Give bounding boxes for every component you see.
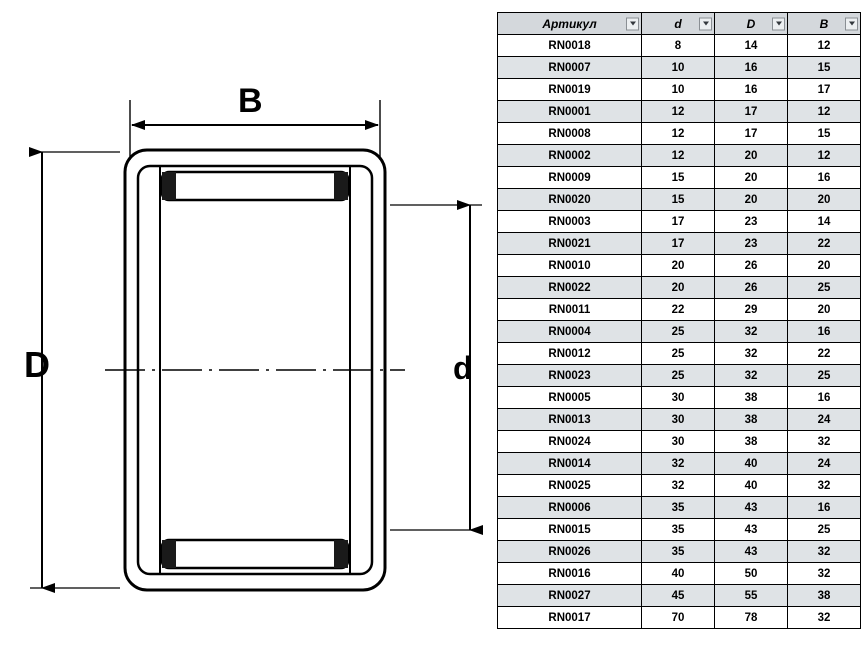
table-row[interactable] <box>498 211 861 233</box>
cell-D: 26 <box>715 255 788 277</box>
cell-D: 43 <box>715 519 788 541</box>
cell-D: 40 <box>715 475 788 497</box>
cell-d: 17 <box>642 211 715 233</box>
cell-B: 17 <box>788 79 861 101</box>
dimension-label-d: d <box>453 350 473 386</box>
cell-d: 12 <box>642 101 715 123</box>
cell-B: 32 <box>788 475 861 497</box>
cell-D: 43 <box>715 541 788 563</box>
cell-article: RN0004 <box>498 321 642 343</box>
table-row[interactable] <box>498 453 861 475</box>
cell-D: 29 <box>715 299 788 321</box>
cell-B: 20 <box>788 299 861 321</box>
cell-D: 78 <box>715 607 788 629</box>
cell-d: 35 <box>642 519 715 541</box>
dimension-label-B: B <box>238 82 263 120</box>
col-header-d[interactable] <box>642 13 715 35</box>
cell-B: 16 <box>788 387 861 409</box>
cell-B: 25 <box>788 365 861 387</box>
cell-article: RN0023 <box>498 365 642 387</box>
table-row[interactable] <box>498 519 861 541</box>
table-row[interactable] <box>498 343 861 365</box>
table-row[interactable] <box>498 79 861 101</box>
cell-article: RN0008 <box>498 123 642 145</box>
specification-table <box>497 12 861 629</box>
cell-article: RN0005 <box>498 387 642 409</box>
cell-article: RN0012 <box>498 343 642 365</box>
cell-B: 16 <box>788 497 861 519</box>
cell-D: 43 <box>715 497 788 519</box>
cell-D: 16 <box>715 79 788 101</box>
table-row[interactable] <box>498 607 861 629</box>
cell-d: 70 <box>642 607 715 629</box>
cell-D: 23 <box>715 233 788 255</box>
cell-article: RN0009 <box>498 167 642 189</box>
cell-article: RN0018 <box>498 35 642 57</box>
cell-B: 16 <box>788 167 861 189</box>
col-header-D-label: D <box>746 16 756 31</box>
cell-D: 20 <box>715 167 788 189</box>
cell-B: 24 <box>788 409 861 431</box>
cell-D: 16 <box>715 57 788 79</box>
cell-B: 15 <box>788 123 861 145</box>
cell-B: 22 <box>788 233 861 255</box>
cell-D: 26 <box>715 277 788 299</box>
cell-d: 25 <box>642 343 715 365</box>
cell-B: 32 <box>788 431 861 453</box>
cell-B: 38 <box>788 585 861 607</box>
cell-d: 12 <box>642 145 715 167</box>
col-header-article[interactable] <box>498 13 642 35</box>
table-row[interactable] <box>498 431 861 453</box>
cell-d: 22 <box>642 299 715 321</box>
cell-article: RN0022 <box>498 277 642 299</box>
cell-d: 32 <box>642 475 715 497</box>
cell-D: 32 <box>715 343 788 365</box>
cell-article: RN0007 <box>498 57 642 79</box>
cell-D: 32 <box>715 321 788 343</box>
table-row[interactable] <box>498 387 861 409</box>
filter-dropdown-icon-D[interactable] <box>772 17 785 30</box>
table-row[interactable] <box>498 233 861 255</box>
cell-B: 22 <box>788 343 861 365</box>
cell-D: 23 <box>715 211 788 233</box>
table-row[interactable] <box>498 585 861 607</box>
cell-B: 12 <box>788 35 861 57</box>
table-row[interactable] <box>498 123 861 145</box>
cell-B: 20 <box>788 255 861 277</box>
cell-D: 14 <box>715 35 788 57</box>
cell-d: 25 <box>642 321 715 343</box>
table-row[interactable] <box>498 167 861 189</box>
table-header-row <box>498 13 861 35</box>
bearing-roller-top <box>162 172 348 200</box>
cell-article: RN0024 <box>498 431 642 453</box>
cell-d: 20 <box>642 277 715 299</box>
filter-dropdown-icon-article[interactable] <box>626 17 639 30</box>
cell-d: 15 <box>642 189 715 211</box>
cell-article: RN0010 <box>498 255 642 277</box>
cell-B: 24 <box>788 453 861 475</box>
table-row[interactable] <box>498 409 861 431</box>
cell-article: RN0021 <box>498 233 642 255</box>
table-row[interactable] <box>498 365 861 387</box>
cell-d: 35 <box>642 541 715 563</box>
cell-B: 32 <box>788 563 861 585</box>
col-header-B[interactable] <box>788 13 861 35</box>
dimension-label-D: D <box>24 344 50 385</box>
col-header-D[interactable] <box>715 13 788 35</box>
cell-article: RN0001 <box>498 101 642 123</box>
cell-B: 25 <box>788 277 861 299</box>
cell-d: 10 <box>642 79 715 101</box>
cell-B: 12 <box>788 145 861 167</box>
filter-dropdown-icon-d[interactable] <box>699 17 712 30</box>
table-row[interactable] <box>498 497 861 519</box>
table-row[interactable] <box>498 255 861 277</box>
cell-article: RN0027 <box>498 585 642 607</box>
table-row[interactable] <box>498 101 861 123</box>
cell-D: 38 <box>715 387 788 409</box>
cell-D: 32 <box>715 365 788 387</box>
cell-article: RN0026 <box>498 541 642 563</box>
cell-d: 25 <box>642 365 715 387</box>
table-row[interactable] <box>498 321 861 343</box>
cell-article: RN0002 <box>498 145 642 167</box>
cell-d: 12 <box>642 123 715 145</box>
table-row[interactable] <box>498 145 861 167</box>
cell-B: 32 <box>788 607 861 629</box>
cell-d: 10 <box>642 57 715 79</box>
table-row[interactable] <box>498 541 861 563</box>
cell-B: 32 <box>788 541 861 563</box>
cell-article: RN0003 <box>498 211 642 233</box>
table-row[interactable] <box>498 35 861 57</box>
cell-d: 15 <box>642 167 715 189</box>
bearing-roller-bottom <box>162 540 348 568</box>
cell-D: 38 <box>715 431 788 453</box>
cell-d: 30 <box>642 431 715 453</box>
cell-D: 55 <box>715 585 788 607</box>
cell-D: 17 <box>715 101 788 123</box>
table-row[interactable] <box>498 563 861 585</box>
specification-table-wrap <box>497 12 856 629</box>
cell-B: 15 <box>788 57 861 79</box>
cell-D: 50 <box>715 563 788 585</box>
cell-d: 17 <box>642 233 715 255</box>
table-row[interactable] <box>498 189 861 211</box>
table-row[interactable] <box>498 475 861 497</box>
cell-B: 25 <box>788 519 861 541</box>
cell-D: 38 <box>715 409 788 431</box>
cell-d: 32 <box>642 453 715 475</box>
cell-D: 40 <box>715 453 788 475</box>
cell-B: 14 <box>788 211 861 233</box>
table-row[interactable] <box>498 277 861 299</box>
cell-article: RN0014 <box>498 453 642 475</box>
col-header-B-label: B <box>819 16 829 31</box>
cell-B: 16 <box>788 321 861 343</box>
table-row[interactable] <box>498 299 861 321</box>
cell-article: RN0017 <box>498 607 642 629</box>
cell-d: 30 <box>642 409 715 431</box>
cell-article: RN0006 <box>498 497 642 519</box>
cell-D: 20 <box>715 189 788 211</box>
cell-article: RN0019 <box>498 79 642 101</box>
cell-B: 20 <box>788 189 861 211</box>
cell-D: 17 <box>715 123 788 145</box>
cell-B: 12 <box>788 101 861 123</box>
cell-d: 35 <box>642 497 715 519</box>
filter-dropdown-icon-B[interactable] <box>845 17 858 30</box>
cell-d: 45 <box>642 585 715 607</box>
cell-d: 8 <box>642 35 715 57</box>
cell-article: RN0016 <box>498 563 642 585</box>
cell-article: RN0015 <box>498 519 642 541</box>
cell-article: RN0011 <box>498 299 642 321</box>
cell-d: 40 <box>642 563 715 585</box>
cell-article: RN0013 <box>498 409 642 431</box>
cell-d: 20 <box>642 255 715 277</box>
cell-article: RN0020 <box>498 189 642 211</box>
col-header-d-label: d <box>674 16 682 31</box>
table-row[interactable] <box>498 57 861 79</box>
cell-D: 20 <box>715 145 788 167</box>
specification-table-body <box>498 35 861 629</box>
cell-d: 30 <box>642 387 715 409</box>
col-header-article-label: Артикул <box>542 16 597 31</box>
cell-article: RN0025 <box>498 475 642 497</box>
